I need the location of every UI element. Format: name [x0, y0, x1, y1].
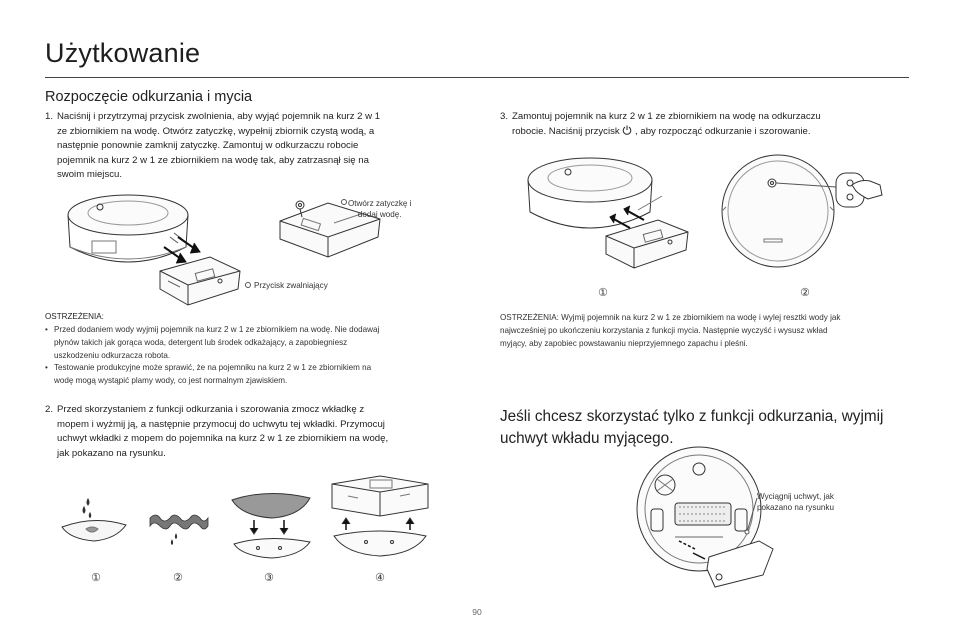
- power-icon: [622, 125, 632, 135]
- step-1-line: pojemnik na kurz 2 w 1 ze zbiornikiem na wodę tak, aby zatrzasnął się na: [57, 154, 369, 166]
- insert-bin-illustration: [520, 150, 690, 275]
- figure-label-step3-1: ①: [598, 287, 608, 299]
- step-2-line: mopem i wyżmij ją, a następnie przymocuj do uchwytu tej wkładki. Przymocuj: [57, 418, 385, 430]
- step-1-line: następnie ponownie zamknij zatyczkę. Zamontuj w odkurzaczu robocie: [57, 140, 359, 152]
- step-3-line-before: robocie. Naciśnij przycisk: [512, 125, 620, 137]
- step-1-line: Naciśnij i przytrzymaj przycisk zwolnienia, aby wyjąć pojemnik na kurz 2 w 1: [57, 111, 381, 122]
- step-3-line: [512, 125, 920, 140]
- step-1-line: swoim miejscu.: [57, 169, 123, 181]
- figure-label-1: ①: [91, 572, 101, 584]
- step-3-line-after: , aby rozpocząć odkurzanie i szorowanie.: [635, 125, 811, 137]
- figure-label-3: ③: [264, 572, 274, 584]
- warning-line: wodę mogą wystąpić plamy wody, co jest normalnym zjawiskiem.: [54, 376, 288, 386]
- warning-line: • Testowanie produkcyjne może sprawić, że na pojemniku na kurz 2 w 1 ze zbiornikiem na: [54, 363, 372, 373]
- section-title: Rozpoczęcie odkurzania i mycia: [45, 89, 253, 105]
- step-2-line: jak pokazano na rysunku.: [57, 447, 166, 459]
- robot-remove-bin-illustration: [60, 185, 250, 310]
- wet-mop-illustration: [60, 497, 130, 557]
- step-2: [45, 403, 470, 461]
- warning-line: płynów takich jak gorąca woda, detergent lub środek odkażający, a zapobiegniesz: [54, 337, 348, 347]
- callout-line: pokazano na rysunku: [757, 503, 834, 512]
- step-3-line: Zamontuj pojemnik na kurz 2 w 1 ze zbiornikiem na wodę na odkurzaczu: [512, 111, 821, 122]
- vacuum-only-heading: Jeśli chcesz skorzystać tylko z funkcji odkurzania, wyjmij uchwyt wkładu myjącego.: [500, 408, 884, 447]
- step-3-text: [500, 110, 920, 139]
- remove-mop-holder-illustration: [635, 445, 785, 595]
- title-divider: [45, 77, 909, 78]
- wring-mop-illustration: [150, 510, 210, 550]
- attach-holder-to-bin-illustration: [330, 474, 430, 564]
- figure-label-4: ④: [375, 572, 385, 584]
- warning-title-left: OSTRZEŻENIA:: [45, 312, 104, 321]
- callout-open-plug: [348, 198, 411, 220]
- step-3-number: 3.: [500, 111, 509, 122]
- warning-line: najwcześniej po ukończeniu korzystania z funkcji mycia. Następnie wyczyść i wysusz wkład: [500, 325, 828, 335]
- step-1-number: 1.: [45, 111, 54, 122]
- step-2-text: [45, 403, 470, 461]
- figure-label-step3-2: ②: [800, 287, 810, 299]
- warning-title-right: OSTRZEŻENIA:: [500, 313, 559, 322]
- page-title: Użytkowanie: [45, 38, 201, 68]
- warning-line: Wyjmij pojemnik na kurz 2 w 1 ze zbiornikiem na wodę i wylej resztki wody jak: [561, 313, 841, 322]
- step-2-line: uchwyt wkładki z mopem do pojemnika na kurz 2 w 1 ze zbiornikiem na wodę,: [57, 433, 389, 445]
- warning-list-left: [45, 324, 465, 388]
- bin-leader-line: [244, 281, 254, 291]
- warning-line: myjący, aby zapobiec powstawaniu nieprzyjemnego zapachu i pleśni.: [500, 338, 748, 348]
- callout-pull-handle: [757, 491, 834, 513]
- callout-line: dodaj wodę.: [357, 210, 402, 219]
- callout-line: Wyciągnij uchwyt, jak: [757, 492, 834, 501]
- figure-label-2: ②: [173, 572, 183, 584]
- warning-bullet: [45, 324, 465, 362]
- warning-bullet: [45, 362, 465, 388]
- warning-first-line: [500, 312, 920, 325]
- step-1-line: ze zbiornikiem na wodę. Otwórz zatyczkę, wypełnij zbiornik czystą wodą, a: [57, 125, 375, 137]
- step-2-number: 2.: [45, 404, 54, 415]
- step-1: [45, 110, 465, 183]
- page-number: 90: [472, 607, 482, 617]
- step-3: [500, 110, 920, 139]
- callout-line: Otwórz zatyczkę i: [348, 199, 412, 208]
- attach-mop-illustration: [228, 490, 318, 565]
- warning-right: [500, 312, 920, 350]
- press-power-illustration: [720, 147, 890, 277]
- warning-line: • Przed dodaniem wody wyjmij pojemnik na kurz 2 w 1 ze zbiornikiem na wodę. Nie dodawaj: [54, 325, 380, 334]
- warning-line: uszkodzeniu odkurzacza robota.: [54, 350, 171, 360]
- callout-release-button: Przycisk zwalniający: [254, 281, 328, 290]
- step-2-line: Przed skorzystaniem z funkcji odkurzania i szorowania zmocz wkładkę z: [57, 404, 365, 415]
- step-1-text: [45, 110, 465, 183]
